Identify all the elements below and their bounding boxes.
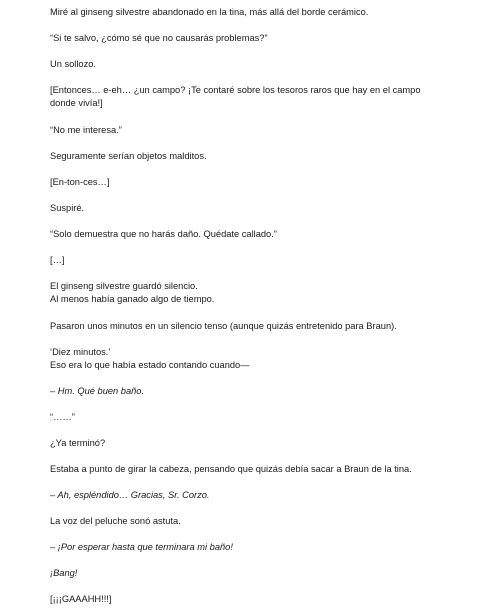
paragraph <box>50 346 470 372</box>
paragraph <box>50 32 470 45</box>
paragraph <box>50 202 470 215</box>
paragraph <box>50 320 470 333</box>
text-line: ¡Bang! <box>50 568 78 578</box>
text-line: ‘Diez minutos.’ <box>50 347 111 357</box>
text-line: “Si te salvo, ¿cómo sé que no causarás problemas?” <box>50 33 268 43</box>
text-line: – Hm. Qué buen baño. <box>50 386 145 396</box>
paragraph <box>50 254 470 267</box>
text-line: [En-ton-ces…] <box>50 177 110 187</box>
text-line: “……” <box>50 412 75 422</box>
text-line: Eso era lo que había estado contando cuando— <box>50 360 250 370</box>
text-line: – ¡Por esperar hasta que terminara mi baño! <box>50 542 233 552</box>
paragraph <box>50 489 470 502</box>
text-line: La voz del peluche sonó astuta. <box>50 516 181 526</box>
text-line: “No me interesa.” <box>50 125 122 135</box>
text-line: [Entonces… e-eh… ¿un campo? ¡Te contaré sobre los tesoros raros que hay en el campo <box>50 85 421 95</box>
paragraph <box>50 541 470 554</box>
text-line: “Solo demuestra que no harás daño. Quédate callado.” <box>50 229 277 239</box>
text-line: […] <box>50 255 65 265</box>
paragraph <box>50 124 470 137</box>
paragraph <box>50 385 470 398</box>
paragraph <box>50 515 470 528</box>
text-line: – Ah, espléndido… Gracias, Sr. Corzo. <box>50 490 210 500</box>
text-line: Miré al ginseng silvestre abandonado en la tina, más allá del borde cerámico. <box>50 7 369 17</box>
paragraph <box>50 437 470 450</box>
paragraph <box>50 58 470 71</box>
paragraph <box>50 280 470 306</box>
text-line: Estaba a punto de girar la cabeza, pensando que quizás debía sacar a Braun de la tina. <box>50 464 412 474</box>
paragraph <box>50 150 470 163</box>
text-line: Seguramente serían objetos malditos. <box>50 151 207 161</box>
text-line: [¡¡¡GAAAHH!!!] <box>50 594 112 604</box>
paragraph <box>50 228 470 241</box>
text-line: ¿Ya terminó? <box>50 438 106 448</box>
paragraph <box>50 6 470 19</box>
paragraph <box>50 593 470 606</box>
text-line: Un sollozo. <box>50 59 96 69</box>
text-line: Suspiré. <box>50 203 85 213</box>
paragraph <box>50 463 470 476</box>
paragraph <box>50 567 470 580</box>
paragraph <box>50 411 470 424</box>
text-line: donde vivía!] <box>50 98 103 108</box>
paragraph <box>50 176 470 189</box>
text-line: Al menos había ganado algo de tiempo. <box>50 294 215 304</box>
text-line: El ginseng silvestre guardó silencio. <box>50 281 198 291</box>
paragraph <box>50 84 470 110</box>
text-line: Pasaron unos minutos en un silencio tenso (aunque quizás entretenido para Braun). <box>50 321 397 331</box>
